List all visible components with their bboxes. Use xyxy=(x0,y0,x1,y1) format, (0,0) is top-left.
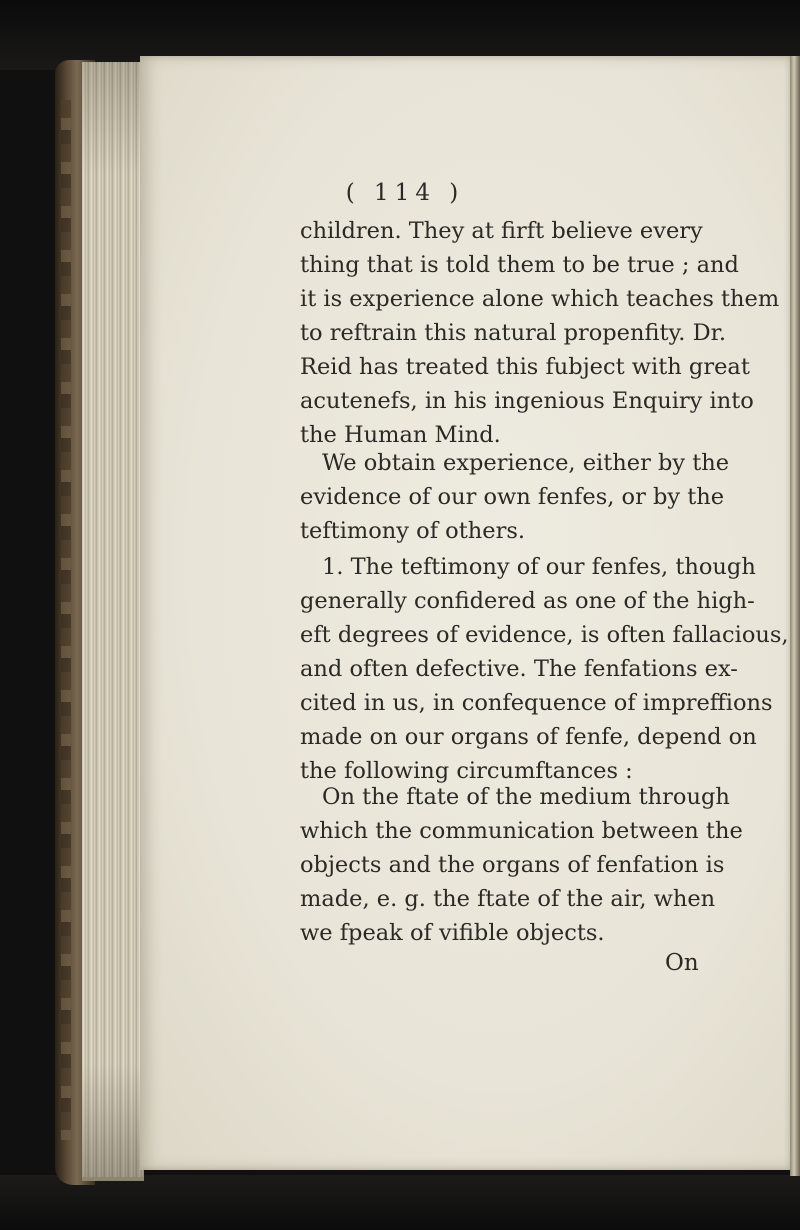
background-bottom xyxy=(0,1175,800,1230)
paragraph-3 xyxy=(300,550,789,788)
catchword: On xyxy=(665,950,699,976)
text-line: Reid has treated this fubject with great xyxy=(300,354,750,380)
text-line: we fpeak of vifible objects. xyxy=(300,920,605,946)
text-line: evidence of our own fenfes, or by the xyxy=(300,484,725,510)
text-line: teftimony of others. xyxy=(300,518,526,544)
text-line: thing that is told them to be true ; and xyxy=(300,252,739,278)
text-line: the following circumftances : xyxy=(300,758,633,784)
text-line: made, e. g. the ftate of the air, when xyxy=(300,886,716,912)
page-edges xyxy=(82,62,144,1181)
text-line: acutenefs, in his ingenious Enquiry into xyxy=(300,388,754,414)
text-line: the Human Mind. xyxy=(300,422,501,448)
text-line: children. They at firft believe every xyxy=(300,218,703,244)
page-right-edge xyxy=(790,56,800,1176)
text-line: it is experience alone which teaches them xyxy=(300,286,780,312)
text-line: We obtain experience, either by the xyxy=(322,450,730,476)
text-line: which the communication between the xyxy=(300,818,743,844)
paragraph-2 xyxy=(300,446,730,548)
text-line: to reftrain this natural propenfity. Dr. xyxy=(300,320,727,346)
paragraph-1 xyxy=(300,214,780,452)
text-line: cited in us, in confequence of impreffions xyxy=(300,690,773,716)
text-line: On the ftate of the medium through xyxy=(322,784,730,810)
text-line: objects and the organs of fenfation is xyxy=(300,852,725,878)
text-line: eft degrees of evidence, is often fallacious, xyxy=(300,622,789,648)
text-line: 1. The teftimony of our fenfes, though xyxy=(322,554,756,580)
paragraph-4 xyxy=(300,780,743,950)
page-number: ( 114 ) xyxy=(345,180,465,206)
text-line: and often defective. The fenfations ex- xyxy=(300,656,738,682)
text-line: made on our organs of fenfe, depend on xyxy=(300,724,757,750)
text-line: generally confidered as one of the high- xyxy=(300,588,755,614)
